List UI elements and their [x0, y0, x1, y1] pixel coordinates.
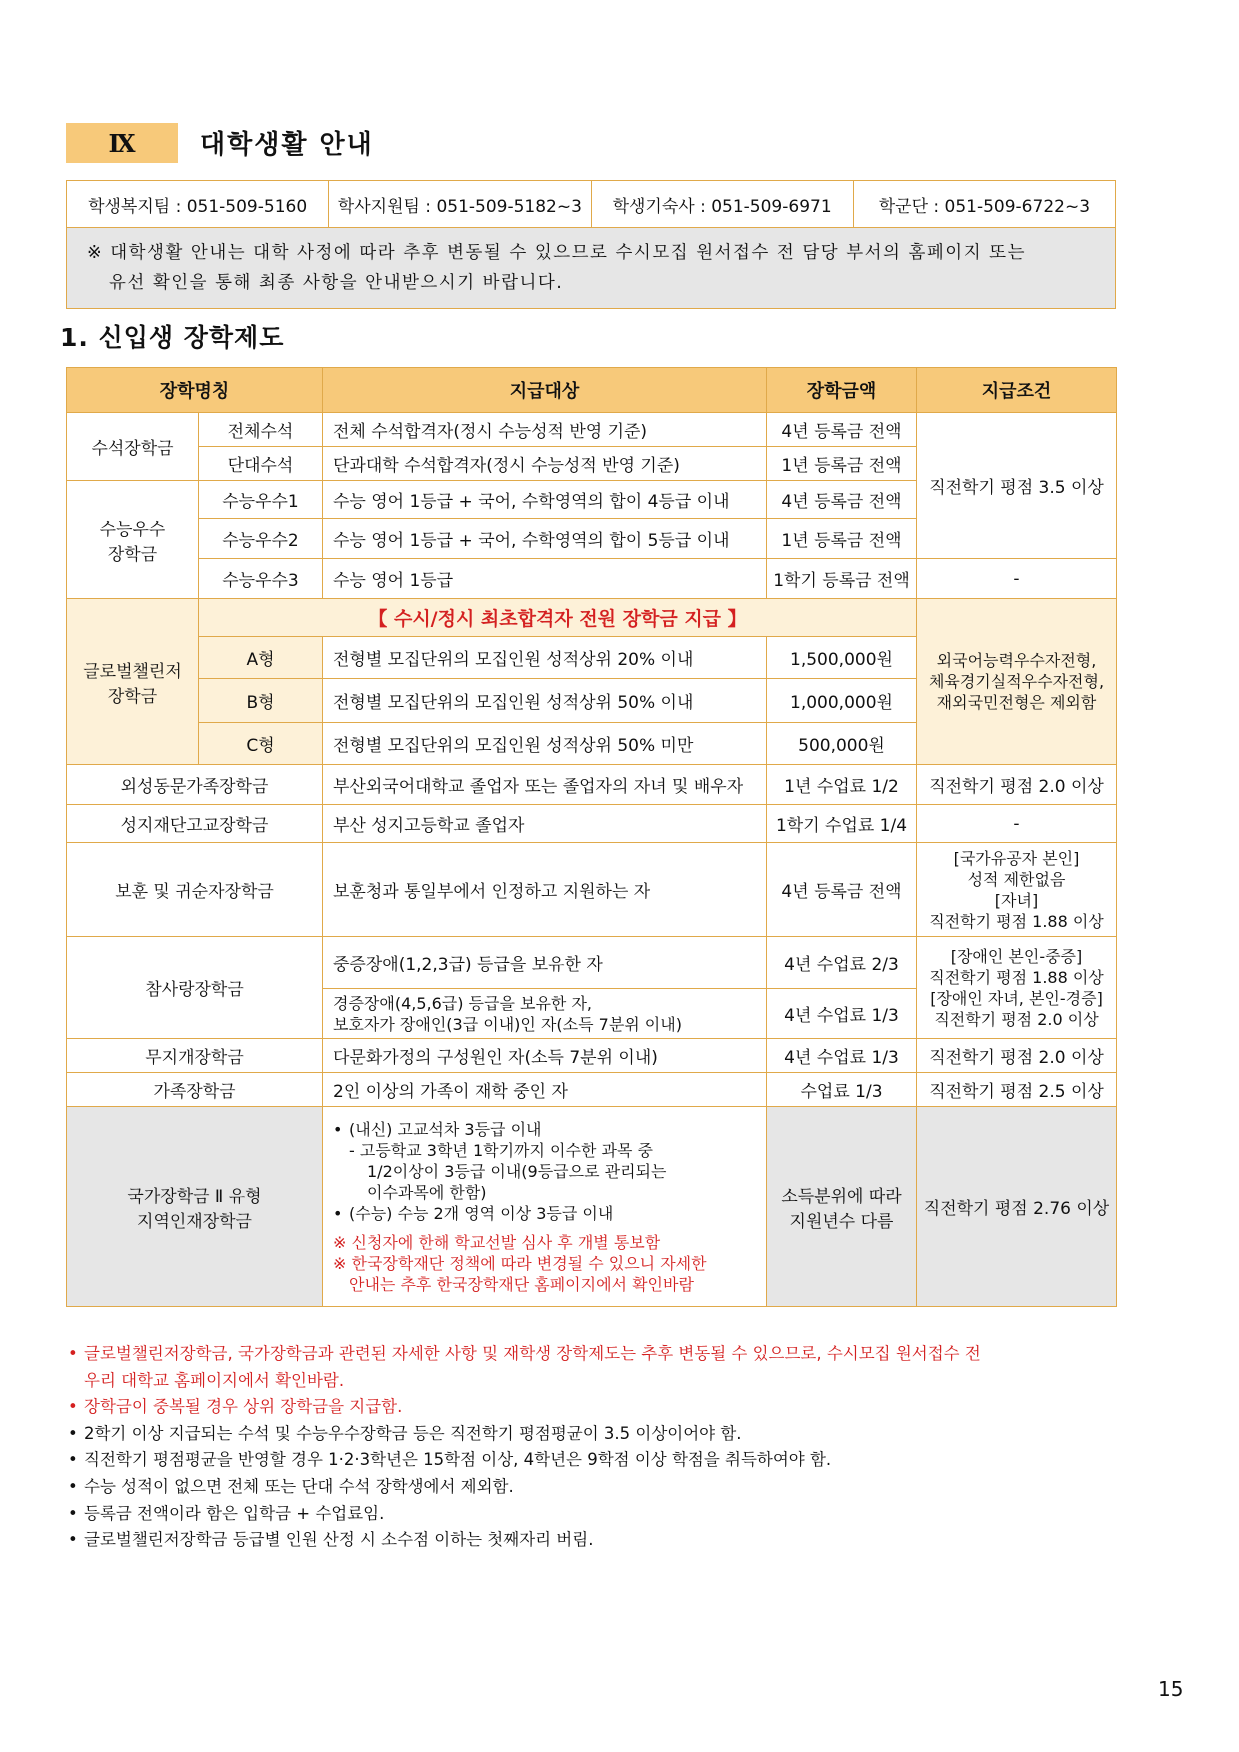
- table-row: 수능우수3 수능 영어 1등급 1학기 등록금 전액 -: [67, 559, 1117, 599]
- header-target: 지급대상: [323, 368, 767, 413]
- header-condition: 지급조건: [917, 368, 1117, 413]
- chapter-number: Ⅸ: [66, 123, 178, 163]
- footnotes: [68, 1341, 1108, 1554]
- contact-dormitory: 학생기숙사 : 051-509-6971: [592, 181, 854, 227]
- table-row: 성지재단고교장학금 부산 성지고등학교 졸업자 1학기 수업료 1/4 -: [67, 805, 1117, 843]
- note-item: • 등록금 전액이라 함은 입학금 + 수업료임.: [68, 1501, 1108, 1528]
- table-row: 무지개장학금 다문화가정의 구성원인 자(소득 7분위 이내) 4년 수업료 1/3 직전학기 평점 2.0 이상: [67, 1039, 1117, 1073]
- table-row: 경증장애(4,5,6급) 등급을 보유한 자, 보호자가 장애인(3급 이내)인 자(소득 7분위 이내) 4년 수업료 1/3: [67, 989, 1117, 1039]
- table-row: 참사랑장학금 중증장애(1,2,3급) 등급을 보유한 자 4년 수업료 2/3 [장애인 본인-중증] 직전학기 평점 1.88 이상 [장애인 자녀, 본인-경증] 직전학기 평점 2.0 이상: [67, 937, 1117, 989]
- note-item: • 글로벌챌린저장학금 등급별 인원 산정 시 소수점 이하는 첫째자리 버림.: [68, 1527, 1108, 1554]
- note-item: • 2학기 이상 지급되는 수석 및 수능우수장학금 등은 직전학기 평점평균이 3.5 이상이어야 함.: [68, 1421, 1108, 1448]
- table-row: A형 전형별 모집단위의 모집인원 성적상위 20% 이내 1,500,000원: [67, 637, 1117, 679]
- table-row: C형 전형별 모집단위의 모집인원 성적상위 50% 미만 500,000원: [67, 723, 1117, 765]
- note-item: • 장학금이 중복될 경우 상위 장학금을 지급함.: [68, 1394, 1108, 1421]
- note-item: • 수능 성적이 없으면 전체 또는 단대 수석 장학생에서 제외함.: [68, 1474, 1108, 1501]
- contact-note: ※ 대학생활 안내는 대학 사정에 따라 추후 변동될 수 있으므로 수시모집 원서접수 전 담당 부서의 홈페이지 또는 유선 확인을 통해 최종 사항을 안내받으시기 바랍니다.: [67, 228, 1115, 308]
- table-row: 보훈 및 귀순자장학금 보훈청과 통일부에서 인정하고 지원하는 자 4년 등록금 전액 [국가유공자 본인] 성적 제한없음 [자녀] 직전학기 평점 1.88 이상: [67, 843, 1117, 937]
- table-row: 수능우수 장학금 수능우수1 수능 영어 1등급 + 국어, 수학영역의 합이 4등급 이내 4년 등록금 전액: [67, 481, 1117, 519]
- header-name: 장학명칭: [67, 368, 323, 413]
- contact-rotc: 학군단 : 051-509-6722~3: [878, 196, 1091, 217]
- note-item: • 직전학기 평점평균을 반영할 경우 1·2·3학년은 15학점 이상, 4학년은 9학점 이상 학점을 취득하여야 함.: [68, 1447, 1108, 1474]
- scholarship-table: [66, 367, 1117, 1307]
- table-row: 국가장학금 Ⅱ 유형 지역인재장학금 • (내신) 고교석차 3등급 이내 - 고등학교 3학년 1학기까지 이수한 과목 중 1/2이상이 3등급 이내(9등급으로 관리되는 이수과목에 한함) • (수능) 수능 2개 영역 이상 3등급 이내 ※ 신청자에 한해 학교선발 심사 후 개별 통보함 ※ 한국장학재단 정책에 따라 변경될 수 있으니 자세한 안내는 추후 한국장학재단 홈페이지에서 확인바람 소득분위에 따라 지원년수 다름 직전학기 평점 2.76 이상: [67, 1107, 1117, 1307]
- table-row: 글로벌챌린저 장학금 【 수시/정시 최초합격자 전원 장학금 지급 】 외국어능력우수자전형, 체육경기실적우수자전형, 재외국민전형은 제외함: [67, 599, 1117, 637]
- header-amount: 장학금액: [767, 368, 917, 413]
- table-header-row: [67, 368, 1117, 413]
- table-row: 외성동문가족장학금 부산외국어대학교 졸업자 또는 졸업자의 자녀 및 배우자 1년 수업료 1/2 직전학기 평점 2.0 이상: [67, 765, 1117, 805]
- table-row: 수석장학금 전체수석 전체 수석합격자(정시 수능성적 반영 기준) 4년 등록금 전액 직전학기 평점 3.5 이상: [67, 413, 1117, 447]
- contact-student-welfare: 학생복지팀 : 051-509-5160: [67, 181, 329, 227]
- table-row: 가족장학금 2인 이상의 가족이 재학 중인 자 수업료 1/3 직전학기 평점 2.5 이상: [67, 1073, 1117, 1107]
- table-row: B형 전형별 모집단위의 모집인원 성적상위 50% 이내 1,000,000원: [67, 679, 1117, 723]
- note-item: • 글로벌챌린저장학금, 국가장학금과 관련된 자세한 사항 및 재학생 장학제도는 추후 변동될 수 있으므로, 수시모집 원서접수 전 우리 대학교 홈페이지에서 확인바람.: [68, 1341, 1108, 1394]
- table-row: 단대수석 단과대학 수석합격자(정시 수능성적 반영 기준) 1년 등록금 전액: [67, 447, 1117, 481]
- table-row: 수능우수2 수능 영어 1등급 + 국어, 수학영역의 합이 5등급 이내 1년 등록금 전액: [67, 519, 1117, 559]
- contact-academic-support: 학사지원팀 : 051-509-5182~3: [329, 181, 591, 227]
- contact-box: [66, 180, 1116, 309]
- section-title: 1. 신입생 장학제도: [60, 323, 285, 352]
- global-banner: 【 수시/정시 최초합격자 전원 장학금 지급 】: [199, 599, 917, 637]
- chapter-title: 대학생활 안내: [200, 130, 374, 160]
- page-number: 15: [1158, 1677, 1184, 1701]
